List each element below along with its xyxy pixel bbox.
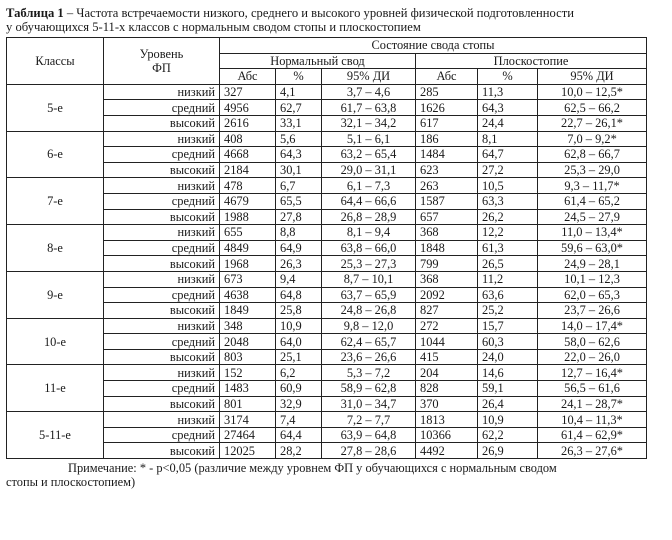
level-cell: низкий xyxy=(104,412,220,428)
flat-ci-cell: 62,0 – 65,3 xyxy=(538,287,647,303)
normal-abs-cell: 1988 xyxy=(220,209,276,225)
flat-ci-cell: 22,7 – 26,1* xyxy=(538,115,647,131)
flat-pct-cell: 64,3 xyxy=(478,100,538,116)
flat-pct-cell: 59,1 xyxy=(478,381,538,397)
table-row xyxy=(7,271,647,287)
flat-abs-cell: 263 xyxy=(416,178,478,194)
level-cell: низкий xyxy=(104,225,220,241)
flat-abs-cell: 415 xyxy=(416,349,478,365)
flat-pct-cell: 12,2 xyxy=(478,225,538,241)
normal-pct-cell: 30,1 xyxy=(276,162,322,178)
flat-ci-cell: 61,4 – 62,9* xyxy=(538,427,647,443)
flat-abs-cell: 10366 xyxy=(416,427,478,443)
normal-pct-cell: 6,7 xyxy=(276,178,322,194)
normal-abs-cell: 4956 xyxy=(220,100,276,116)
normal-ci-cell: 6,1 – 7,3 xyxy=(322,178,416,194)
normal-pct-cell: 6,2 xyxy=(276,365,322,381)
flat-ci-cell: 25,3 – 29,0 xyxy=(538,162,647,178)
class-cell: 8-е xyxy=(7,225,104,272)
flat-pct-cell: 24,4 xyxy=(478,115,538,131)
normal-ci-cell: 27,8 – 28,6 xyxy=(322,443,416,459)
level-cell: средний xyxy=(104,240,220,256)
normal-abs-cell: 12025 xyxy=(220,443,276,459)
caption-label: Таблица 1 xyxy=(6,6,64,20)
normal-ci-cell: 62,4 – 65,7 xyxy=(322,334,416,350)
level-cell: средний xyxy=(104,381,220,397)
flat-abs-cell: 1813 xyxy=(416,412,478,428)
normal-abs-cell: 4849 xyxy=(220,240,276,256)
header-normal: Нормальный свод xyxy=(220,53,416,69)
flat-abs-cell: 828 xyxy=(416,381,478,397)
flat-pct-cell: 26,9 xyxy=(478,443,538,459)
normal-abs-cell: 348 xyxy=(220,318,276,334)
level-cell: средний xyxy=(104,334,220,350)
normal-pct-cell: 7,4 xyxy=(276,412,322,428)
flat-abs-cell: 285 xyxy=(416,84,478,100)
level-cell: средний xyxy=(104,147,220,163)
header-normal-abs: Абс xyxy=(220,69,276,85)
level-cell: низкий xyxy=(104,178,220,194)
level-cell: низкий xyxy=(104,271,220,287)
flat-abs-cell: 1626 xyxy=(416,100,478,116)
header-normal-ci: 95% ДИ xyxy=(322,69,416,85)
class-cell: 10-е xyxy=(7,318,104,365)
normal-pct-cell: 60,9 xyxy=(276,381,322,397)
level-cell: высокий xyxy=(104,303,220,319)
normal-abs-cell: 2048 xyxy=(220,334,276,350)
flat-ci-cell: 62,8 – 66,7 xyxy=(538,147,647,163)
flat-ci-cell: 7,0 – 9,2* xyxy=(538,131,647,147)
normal-pct-cell: 65,5 xyxy=(276,193,322,209)
class-cell: 5-е xyxy=(7,84,104,131)
normal-pct-cell: 8,8 xyxy=(276,225,322,241)
level-cell: низкий xyxy=(104,84,220,100)
flat-pct-cell: 63,6 xyxy=(478,287,538,303)
header-state: Состояние свода стопы xyxy=(220,38,647,54)
class-cell: 9-е xyxy=(7,271,104,318)
normal-ci-cell: 9,8 – 12,0 xyxy=(322,318,416,334)
flat-ci-cell: 10,4 – 11,3* xyxy=(538,412,647,428)
normal-pct-cell: 25,1 xyxy=(276,349,322,365)
flat-abs-cell: 799 xyxy=(416,256,478,272)
flat-abs-cell: 1044 xyxy=(416,334,478,350)
flat-ci-cell: 11,0 – 13,4* xyxy=(538,225,647,241)
level-cell: средний xyxy=(104,193,220,209)
normal-abs-cell: 1483 xyxy=(220,381,276,397)
table-row xyxy=(7,318,647,334)
table-row xyxy=(7,84,647,100)
normal-pct-cell: 10,9 xyxy=(276,318,322,334)
flat-pct-cell: 60,3 xyxy=(478,334,538,350)
caption-text: – Частота встречаемости низкого, среднего и высокого уровней физической подготовленности xyxy=(63,6,574,20)
normal-ci-cell: 25,3 – 27,3 xyxy=(322,256,416,272)
normal-abs-cell: 3174 xyxy=(220,412,276,428)
flat-abs-cell: 272 xyxy=(416,318,478,334)
flat-pct-cell: 11,3 xyxy=(478,84,538,100)
normal-ci-cell: 31,0 – 34,7 xyxy=(322,396,416,412)
normal-pct-cell: 27,8 xyxy=(276,209,322,225)
flat-abs-cell: 1848 xyxy=(416,240,478,256)
normal-pct-cell: 64,0 xyxy=(276,334,322,350)
flat-abs-cell: 368 xyxy=(416,271,478,287)
header-flat-ci: 95% ДИ xyxy=(538,69,647,85)
normal-ci-cell: 5,1 – 6,1 xyxy=(322,131,416,147)
normal-abs-cell: 2616 xyxy=(220,115,276,131)
normal-pct-cell: 64,4 xyxy=(276,427,322,443)
table-row xyxy=(7,178,647,194)
flat-pct-cell: 11,2 xyxy=(478,271,538,287)
level-cell: высокий xyxy=(104,443,220,459)
flat-abs-cell: 623 xyxy=(416,162,478,178)
normal-ci-cell: 32,1 – 34,2 xyxy=(322,115,416,131)
level-cell: низкий xyxy=(104,131,220,147)
flat-ci-cell: 62,5 – 66,2 xyxy=(538,100,647,116)
normal-ci-cell: 29,0 – 31,1 xyxy=(322,162,416,178)
flat-abs-cell: 186 xyxy=(416,131,478,147)
normal-ci-cell: 23,6 – 26,6 xyxy=(322,349,416,365)
class-cell: 11-е xyxy=(7,365,104,412)
flat-abs-cell: 4492 xyxy=(416,443,478,459)
flat-abs-cell: 1484 xyxy=(416,147,478,163)
normal-abs-cell: 327 xyxy=(220,84,276,100)
normal-abs-cell: 152 xyxy=(220,365,276,381)
level-cell: высокий xyxy=(104,209,220,225)
flat-pct-cell: 15,7 xyxy=(478,318,538,334)
flat-pct-cell: 63,3 xyxy=(478,193,538,209)
normal-abs-cell: 4679 xyxy=(220,193,276,209)
caption-line-2: у обучающихся 5-11-х классов с нормальным сводом стопы и плоскостопием xyxy=(6,20,421,34)
normal-abs-cell: 478 xyxy=(220,178,276,194)
flat-ci-cell: 14,0 – 17,4* xyxy=(538,318,647,334)
flat-abs-cell: 1587 xyxy=(416,193,478,209)
flat-pct-cell: 26,2 xyxy=(478,209,538,225)
note-text-1: Примечание: * - p<0,05 (различие между уровнем ФП у обучающихся с нормальным сводом xyxy=(68,461,557,476)
table-body xyxy=(7,84,647,458)
flat-ci-cell: 9,3 – 11,7* xyxy=(538,178,647,194)
header-flat: Плоскостопие xyxy=(416,53,647,69)
normal-pct-cell: 9,4 xyxy=(276,271,322,287)
table-row xyxy=(7,365,647,381)
flat-pct-cell: 8,1 xyxy=(478,131,538,147)
level-cell: низкий xyxy=(104,365,220,381)
flat-pct-cell: 61,3 xyxy=(478,240,538,256)
flat-ci-cell: 61,4 – 65,2 xyxy=(538,193,647,209)
flat-pct-cell: 10,9 xyxy=(478,412,538,428)
normal-abs-cell: 27464 xyxy=(220,427,276,443)
normal-abs-cell: 801 xyxy=(220,396,276,412)
normal-pct-cell: 25,8 xyxy=(276,303,322,319)
normal-abs-cell: 2184 xyxy=(220,162,276,178)
level-cell: высокий xyxy=(104,115,220,131)
flat-abs-cell: 204 xyxy=(416,365,478,381)
normal-pct-cell: 5,6 xyxy=(276,131,322,147)
flat-ci-cell: 22,0 – 26,0 xyxy=(538,349,647,365)
normal-pct-cell: 62,7 xyxy=(276,100,322,116)
flat-pct-cell: 62,2 xyxy=(478,427,538,443)
normal-pct-cell: 33,1 xyxy=(276,115,322,131)
table-row xyxy=(7,412,647,428)
normal-ci-cell: 8,7 – 10,1 xyxy=(322,271,416,287)
normal-ci-cell: 63,2 – 65,4 xyxy=(322,147,416,163)
normal-pct-cell: 26,3 xyxy=(276,256,322,272)
flat-ci-cell: 24,9 – 28,1 xyxy=(538,256,647,272)
normal-pct-cell: 32,9 xyxy=(276,396,322,412)
normal-abs-cell: 803 xyxy=(220,349,276,365)
level-cell: высокий xyxy=(104,396,220,412)
flat-abs-cell: 617 xyxy=(416,115,478,131)
normal-pct-cell: 64,3 xyxy=(276,147,322,163)
flat-abs-cell: 368 xyxy=(416,225,478,241)
flat-ci-cell: 24,1 – 28,7* xyxy=(538,396,647,412)
table-caption xyxy=(6,6,666,34)
normal-ci-cell: 64,4 – 66,6 xyxy=(322,193,416,209)
level-cell: низкий xyxy=(104,318,220,334)
flat-pct-cell: 10,5 xyxy=(478,178,538,194)
normal-ci-cell: 61,7 – 63,8 xyxy=(322,100,416,116)
level-cell: средний xyxy=(104,287,220,303)
normal-abs-cell: 1849 xyxy=(220,303,276,319)
normal-abs-cell: 673 xyxy=(220,271,276,287)
flat-pct-cell: 24,0 xyxy=(478,349,538,365)
flat-pct-cell: 64,7 xyxy=(478,147,538,163)
flat-ci-cell: 59,6 – 63,0* xyxy=(538,240,647,256)
level-cell: средний xyxy=(104,100,220,116)
flat-ci-cell: 10,1 – 12,3 xyxy=(538,271,647,287)
normal-abs-cell: 1968 xyxy=(220,256,276,272)
level-cell: высокий xyxy=(104,256,220,272)
normal-ci-cell: 8,1 – 9,4 xyxy=(322,225,416,241)
normal-ci-cell: 24,8 – 26,8 xyxy=(322,303,416,319)
table-note xyxy=(6,461,666,489)
header-level xyxy=(104,38,220,85)
normal-ci-cell: 7,2 – 7,7 xyxy=(322,412,416,428)
normal-abs-cell: 408 xyxy=(220,131,276,147)
flat-abs-cell: 657 xyxy=(416,209,478,225)
header-level-line2: ФП xyxy=(152,60,171,75)
flat-pct-cell: 25,2 xyxy=(478,303,538,319)
level-cell: высокий xyxy=(104,349,220,365)
normal-ci-cell: 26,8 – 28,9 xyxy=(322,209,416,225)
normal-ci-cell: 3,7 – 4,6 xyxy=(322,84,416,100)
flat-pct-cell: 26,4 xyxy=(478,396,538,412)
note-line-2: стопы и плоскостопием) xyxy=(6,475,136,490)
normal-ci-cell: 5,3 – 7,2 xyxy=(322,365,416,381)
header-flat-pct: % xyxy=(478,69,538,85)
flat-ci-cell: 56,5 – 61,6 xyxy=(538,381,647,397)
level-cell: средний xyxy=(104,427,220,443)
normal-pct-cell: 4,1 xyxy=(276,84,322,100)
flat-abs-cell: 827 xyxy=(416,303,478,319)
class-cell: 6-е xyxy=(7,131,104,178)
header-normal-pct: % xyxy=(276,69,322,85)
normal-ci-cell: 63,7 – 65,9 xyxy=(322,287,416,303)
flat-ci-cell: 12,7 – 16,4* xyxy=(538,365,647,381)
flat-pct-cell: 26,5 xyxy=(478,256,538,272)
normal-pct-cell: 64,8 xyxy=(276,287,322,303)
level-cell: высокий xyxy=(104,162,220,178)
flat-ci-cell: 23,7 – 26,6 xyxy=(538,303,647,319)
normal-pct-cell: 28,2 xyxy=(276,443,322,459)
header-classes: Классы xyxy=(7,38,104,85)
normal-abs-cell: 655 xyxy=(220,225,276,241)
flat-ci-cell: 10,0 – 12,5* xyxy=(538,84,647,100)
normal-ci-cell: 63,9 – 64,8 xyxy=(322,427,416,443)
normal-pct-cell: 64,9 xyxy=(276,240,322,256)
caption-line-1 xyxy=(6,6,666,20)
note-line-1 xyxy=(6,461,666,475)
flat-ci-cell: 24,5 – 27,9 xyxy=(538,209,647,225)
normal-abs-cell: 4638 xyxy=(220,287,276,303)
data-table xyxy=(6,37,647,459)
flat-pct-cell: 27,2 xyxy=(478,162,538,178)
flat-abs-cell: 370 xyxy=(416,396,478,412)
normal-ci-cell: 58,9 – 62,8 xyxy=(322,381,416,397)
flat-ci-cell: 58,0 – 62,6 xyxy=(538,334,647,350)
flat-pct-cell: 14,6 xyxy=(478,365,538,381)
normal-ci-cell: 63,8 – 66,0 xyxy=(322,240,416,256)
flat-abs-cell: 2092 xyxy=(416,287,478,303)
header-level-line1: Уровень xyxy=(139,46,184,61)
class-cell: 7-е xyxy=(7,178,104,225)
table-row xyxy=(7,131,647,147)
table-row xyxy=(7,225,647,241)
class-cell: 5-11-е xyxy=(7,412,104,459)
normal-abs-cell: 4668 xyxy=(220,147,276,163)
flat-ci-cell: 26,3 – 27,6* xyxy=(538,443,647,459)
header-flat-abs: Абс xyxy=(416,69,478,85)
